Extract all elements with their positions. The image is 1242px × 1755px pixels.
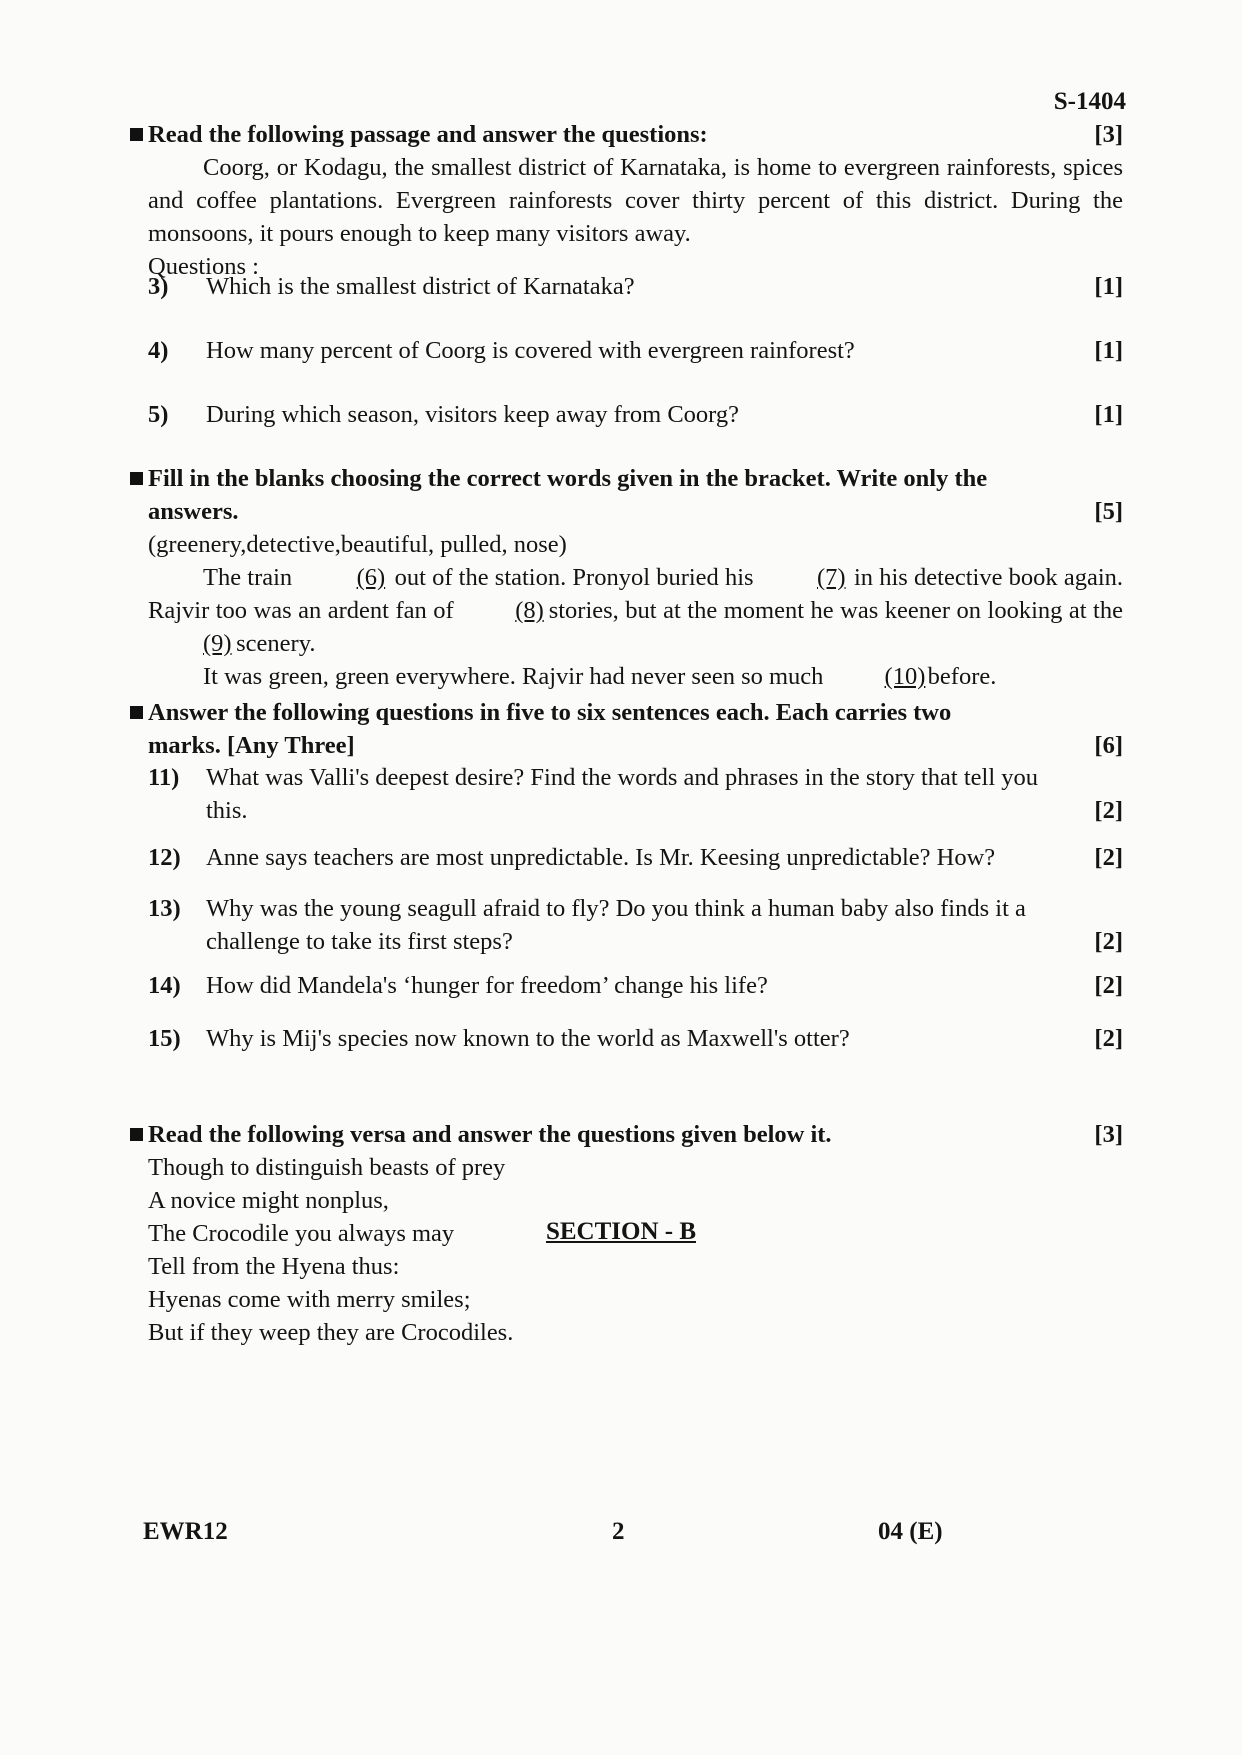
question-12 — [148, 841, 1123, 874]
verse-line: Hyenas come with merry smiles; — [148, 1286, 471, 1313]
short-answer-section — [148, 696, 1123, 762]
fill-blanks-marks: [5] — [1094, 498, 1123, 525]
bullet-icon — [130, 1128, 143, 1141]
passage-text: Coorg, or Kodagu, the smallest district of Karnataka, is home to evergreen rainforests, spices and coffee plantations. Evergreen rainforests cover thirty percent of this district. During the monsoons, it pours enough to keep many visitors away. — [148, 154, 1123, 247]
verse-line: But if they weep they are Crocodiles. — [148, 1319, 514, 1346]
passage-heading: Read the following passage and answer the questions: — [148, 121, 708, 148]
question-marks: [2] — [1094, 797, 1123, 824]
blank-10: (10) — [884, 663, 926, 690]
question-11 — [148, 761, 1123, 827]
text-run: stories, but at the moment he was keener on looking at the — [542, 597, 1123, 624]
passage-section — [148, 118, 1123, 283]
question-text: Why is Mij's species now known to the world as Maxwell's otter? — [206, 1025, 850, 1052]
text-run: in his detective book again. Rajvir too was an ardent fan of — [148, 564, 1124, 624]
question-marks: [2] — [1094, 928, 1123, 955]
question-number: 12) — [148, 844, 181, 871]
question-text: What was Valli's deepest desire? Find the words and phrases in the story that tell you this. — [206, 764, 1039, 824]
blank-8: (8) — [515, 597, 544, 624]
verse-line: Though to distinguish beasts of prey — [148, 1154, 506, 1181]
verse-line: Tell from the Hyena thus: — [148, 1253, 400, 1280]
question-marks: [2] — [1094, 1025, 1123, 1052]
question-text: Which is the smallest district of Karnataka? — [206, 273, 635, 300]
word-options: (greenery,detective,beautiful, pulled, nose) — [148, 531, 567, 558]
text-run: scenery. — [230, 630, 316, 657]
verse-marks: [3] — [1094, 1121, 1123, 1148]
question-number: 11) — [148, 764, 180, 791]
question-number: 5) — [148, 401, 169, 428]
bullet-icon — [130, 706, 143, 719]
question-text: How did Mandela's ‘hunger for freedom’ change his life? — [206, 972, 768, 999]
question-13 — [148, 892, 1123, 958]
verse-heading: Read the following versa and answer the questions given below it. — [148, 1121, 832, 1148]
short-answer-heading-line1: Answer the following questions in five to six sentences each. Each carries two — [148, 699, 952, 726]
question-5 — [148, 398, 1123, 431]
fill-paragraph-1 — [148, 561, 1123, 660]
page-number: 2 — [612, 1518, 625, 1545]
question-text: Anne says teachers are most unpredictable. Is Mr. Keesing unpredictable? How? — [206, 844, 996, 871]
text-run: It was green, green everywhere. Rajvir had never seen so much — [203, 663, 830, 690]
fill-paragraph-2 — [148, 660, 1123, 693]
question-text: Why was the young seagull afraid to fly? Do you think a human baby also finds it a challenge to take its first steps? — [206, 895, 1026, 955]
fill-blanks-heading-line2: answers. — [148, 498, 239, 525]
text-run: before. — [921, 663, 997, 690]
question-number: 4) — [148, 337, 169, 364]
verse-line: The Crocodile you always may — [148, 1220, 455, 1247]
question-marks: [2] — [1094, 844, 1123, 871]
questions-label: Questions : — [148, 253, 259, 280]
text-run: The train — [203, 564, 299, 591]
question-number: 3) — [148, 273, 169, 300]
section-b-title: SECTION - B — [545, 1218, 697, 1245]
footer-language: 04 (E) — [878, 1518, 943, 1545]
question-marks: [1] — [1094, 337, 1123, 364]
question-number: 14) — [148, 972, 181, 999]
question-text: How many percent of Coorg is covered with evergreen rainforest? — [206, 337, 855, 364]
question-marks: [2] — [1094, 972, 1123, 999]
bullet-icon — [130, 472, 143, 485]
question-15 — [148, 1022, 1123, 1055]
passage-marks: [3] — [1094, 121, 1123, 148]
short-answer-heading-line2: marks. [Any Three] — [148, 732, 355, 759]
text-run: out of the station. Pronyol buried his — [388, 564, 760, 591]
verse-line: A novice might nonplus, — [148, 1187, 389, 1214]
short-answer-marks: [6] — [1094, 732, 1123, 759]
question-number: 13) — [148, 895, 181, 922]
paper-code: S-1404 — [1053, 88, 1126, 115]
fill-blanks-section — [148, 462, 1123, 693]
question-marks: [1] — [1094, 401, 1123, 428]
footer-code: EWR12 — [143, 1518, 228, 1545]
blank-7: (7) — [817, 564, 846, 591]
verse-section — [148, 1118, 1123, 1349]
question-3 — [148, 270, 1123, 303]
question-number: 15) — [148, 1025, 181, 1052]
question-14 — [148, 969, 1123, 1002]
question-4 — [148, 334, 1123, 367]
question-marks: [1] — [1094, 273, 1123, 300]
bullet-icon — [130, 128, 143, 141]
fill-blanks-heading-line1: Fill in the blanks choosing the correct words given in the bracket. Write only the — [148, 465, 988, 492]
question-text: During which season, visitors keep away from Coorg? — [206, 401, 739, 428]
blank-9: (9) — [203, 630, 232, 657]
blank-6: (6) — [356, 564, 386, 591]
